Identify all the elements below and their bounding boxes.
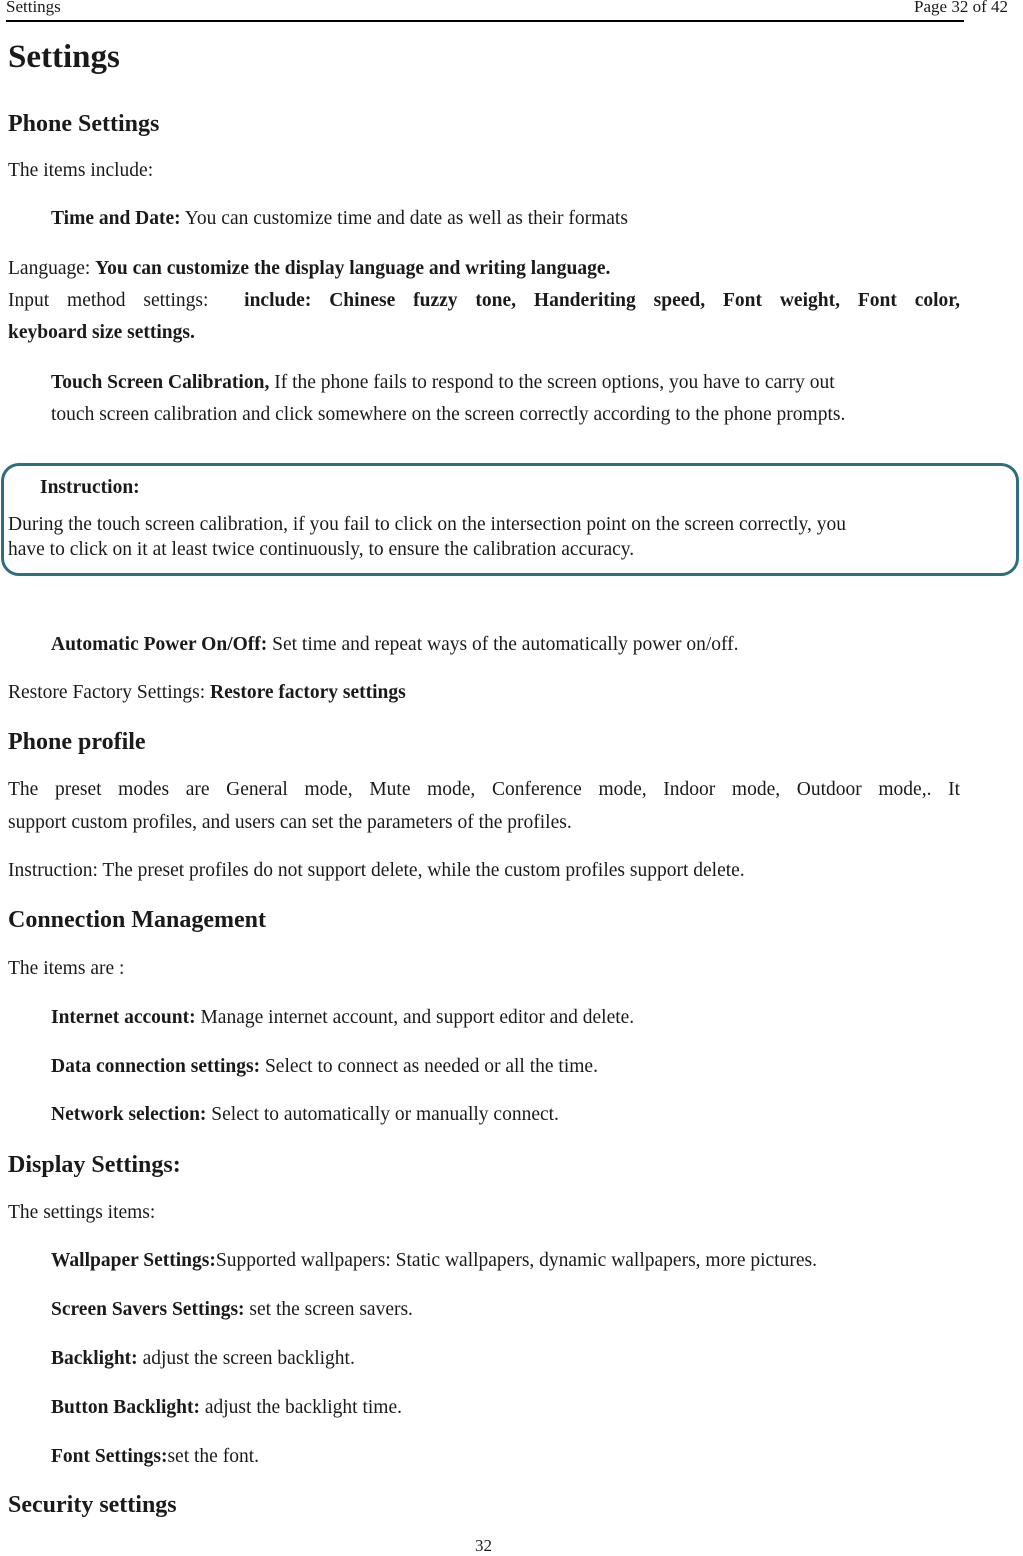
phone-settings-intro: The items include: bbox=[8, 160, 154, 181]
item-restore-factory bbox=[8, 682, 406, 704]
item-label: Time and Date: bbox=[51, 208, 181, 229]
item-label: Backlight: bbox=[51, 1348, 138, 1369]
item-label: Restore Factory Settings: bbox=[8, 682, 211, 703]
item-label: Screen Savers Settings: bbox=[51, 1299, 245, 1320]
display-intro: The settings items: bbox=[8, 1202, 156, 1223]
item-touch-calibration-cont: touch screen calibration and click somewhere on the screen correctly according to the phone prompts. bbox=[51, 404, 846, 425]
item-text: adjust the screen backlight. bbox=[137, 1348, 355, 1369]
item-text: Select to automatically or manually connect. bbox=[206, 1104, 559, 1125]
item-label: Wallpaper Settings: bbox=[51, 1250, 216, 1271]
item-backlight bbox=[51, 1348, 355, 1370]
item-label: Font Settings: bbox=[51, 1446, 168, 1467]
item-internet-account bbox=[51, 1007, 634, 1029]
item-auto-power bbox=[51, 634, 739, 656]
item-text: Set time and repeat ways of the automatically power on/off. bbox=[267, 634, 739, 655]
running-header-page: Page 32 of 42 bbox=[914, 0, 1008, 16]
section-heading-connection: Connection Management bbox=[8, 907, 266, 933]
running-header-left: Settings bbox=[6, 0, 61, 16]
page-title: Settings bbox=[8, 39, 120, 75]
section-heading-phone-profile: Phone profile bbox=[8, 729, 146, 755]
item-font-settings bbox=[51, 1446, 259, 1468]
item-label: Button Backlight: bbox=[51, 1397, 200, 1418]
instruction-line-1: During the touch screen calibration, if you fail to click on the intersection point on the screen correctly, you bbox=[8, 514, 847, 535]
item-data-connection bbox=[51, 1056, 598, 1078]
item-label: Touch Screen Calibration, bbox=[51, 372, 270, 393]
item-text: Manage internet account, and support editor and delete. bbox=[195, 1007, 635, 1028]
phone-profile-line-1: The preset modes are General mode, Mute mode, Conference mode, Indoor mode, Outdoor mode,. It bbox=[8, 779, 960, 800]
item-network-selection bbox=[51, 1104, 559, 1126]
instruction-title: Instruction: bbox=[40, 477, 140, 498]
item-wallpaper bbox=[51, 1250, 817, 1272]
item-touch-calibration bbox=[51, 372, 835, 394]
section-heading-security: Security settings bbox=[8, 1492, 177, 1518]
page-number: 32 bbox=[475, 1536, 492, 1555]
item-label: Network selection: bbox=[51, 1104, 207, 1125]
connection-intro: The items are : bbox=[8, 958, 125, 979]
item-text: set the screen savers. bbox=[244, 1299, 413, 1320]
item-text: Select to connect as needed or all the time. bbox=[260, 1056, 598, 1077]
phone-profile-line-2: support custom profiles, and users can set the parameters of the profiles. bbox=[8, 812, 572, 833]
item-language bbox=[8, 258, 610, 280]
item-text: Restore factory settings bbox=[210, 682, 406, 703]
item-text: Supported wallpapers: Static wallpapers, dynamic wallpapers, more pictures. bbox=[215, 1250, 817, 1271]
header-rule bbox=[6, 20, 964, 22]
item-time-date bbox=[51, 208, 628, 230]
section-heading-phone-settings: Phone Settings bbox=[8, 111, 160, 137]
item-label: Input method settings: bbox=[8, 290, 209, 311]
item-input-method bbox=[8, 290, 960, 312]
item-text: If the phone fails to respond to the screen options, you have to carry out bbox=[269, 372, 835, 393]
item-label: Automatic Power On/Off: bbox=[51, 634, 268, 655]
phone-profile-instruction: Instruction: The preset profiles do not support delete, while the custom profiles support delete. bbox=[8, 860, 745, 881]
item-label: Internet account: bbox=[51, 1007, 196, 1028]
section-heading-display: Display Settings: bbox=[8, 1152, 181, 1178]
item-label: Language: bbox=[8, 258, 96, 279]
item-button-backlight bbox=[51, 1397, 402, 1419]
instruction-line-2: have to click on it at least twice continuously, to ensure the calibration accuracy. bbox=[8, 539, 635, 560]
item-text: include: Chinese fuzzy tone, Handeriting speed, Font weight, Font color, bbox=[244, 290, 961, 311]
item-screen-savers bbox=[51, 1299, 413, 1321]
item-text: adjust the backlight time. bbox=[199, 1397, 402, 1418]
item-text: You can customize time and date as well as their formats bbox=[180, 208, 628, 229]
item-text: set the font. bbox=[167, 1446, 259, 1467]
item-input-method-cont bbox=[8, 322, 195, 344]
item-text: keyboard size settings. bbox=[8, 322, 195, 343]
item-label: Data connection settings: bbox=[51, 1056, 261, 1077]
item-text: You can customize the display language and writing language. bbox=[95, 258, 611, 279]
